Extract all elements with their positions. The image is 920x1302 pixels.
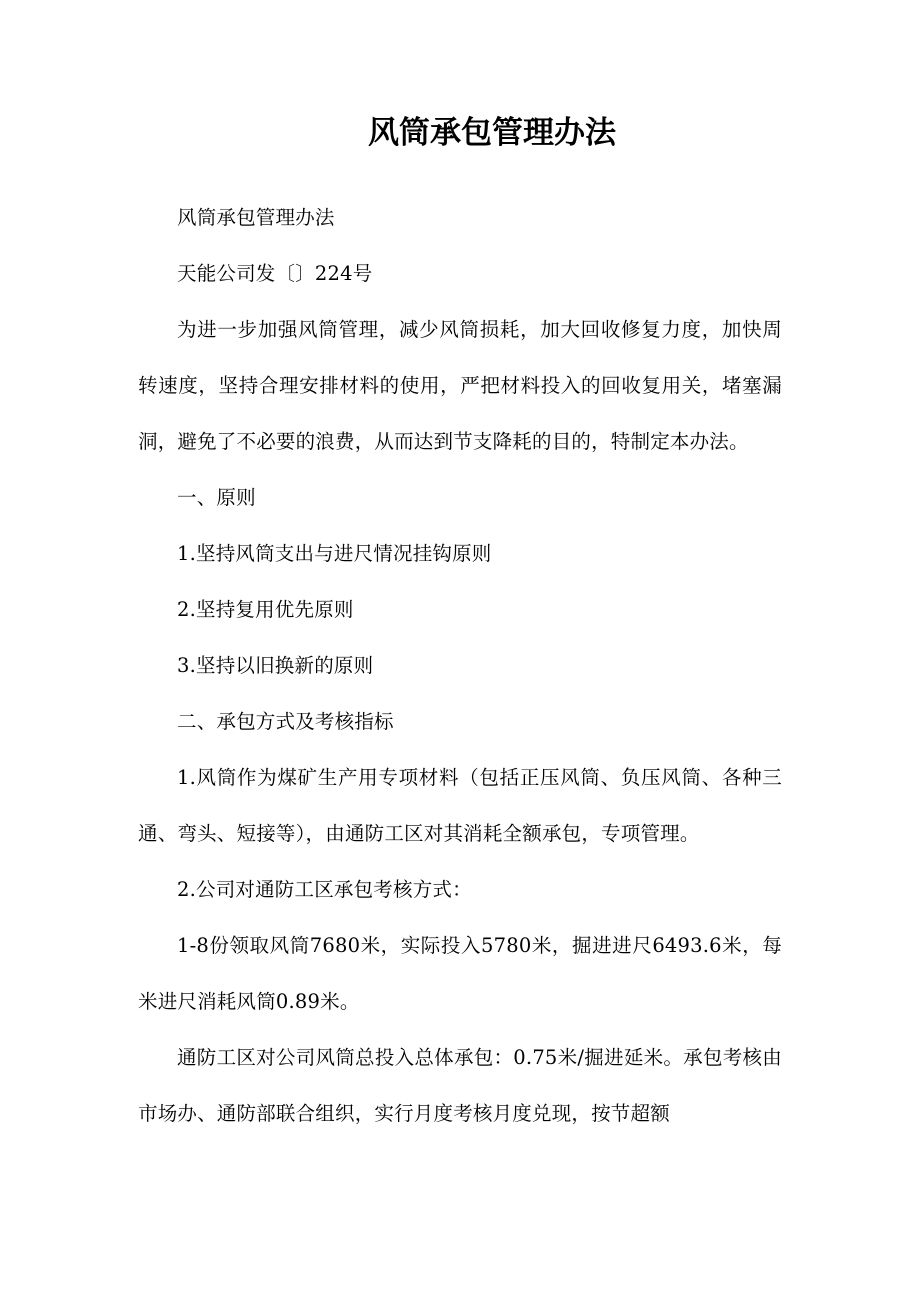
document-body: [138, 190, 782, 1142]
paragraph-overall-contract: 通防工区对公司风筒总投入总体承包：0.75米/掘进延米。承包考核由市场办、通防部联合组织，实行月度考核月度兑现，按节超额: [138, 1046, 782, 1125]
contract-item-2: 2.公司对通防工区承包考核方式：: [177, 878, 472, 901]
paragraph-usage-stats: 1-8份领取风筒7680米，实际投入5780米，掘进进尺6493.6米，每米进尺消耗风筒0.89米。: [138, 934, 782, 1013]
paragraph-document-number: 天能公司发〔〕224号: [177, 262, 373, 285]
document-title: 风筒承包管理办法: [368, 115, 616, 151]
principle-item-3: 3.坚持以旧换新的原则: [177, 654, 374, 677]
heading-principles: 一、原则: [177, 486, 256, 509]
heading-contract-method: 二、承包方式及考核指标: [177, 710, 394, 733]
principle-item-2: 2.坚持复用优先原则: [177, 598, 354, 621]
paragraph-subtitle: 风筒承包管理办法: [177, 206, 335, 229]
contract-item-1: 1.风筒作为煤矿生产用专项材料（包括正压风筒、负压风筒、各种三通、弯头、短接等），由通防工区对其消耗全额承包，专项管理。: [138, 766, 782, 845]
paragraph-purpose: 为进一步加强风筒管理，减少风筒损耗，加大回收修复力度，加快周转速度，坚持合理安排材料的使用，严把材料投入的回收复用关，堵塞漏洞，避免了不必要的浪费，从而达到节支降耗的目的，特制定本办法。: [138, 318, 782, 453]
principle-item-1: 1.坚持风筒支出与进尺情况挂钩原则: [177, 542, 492, 565]
